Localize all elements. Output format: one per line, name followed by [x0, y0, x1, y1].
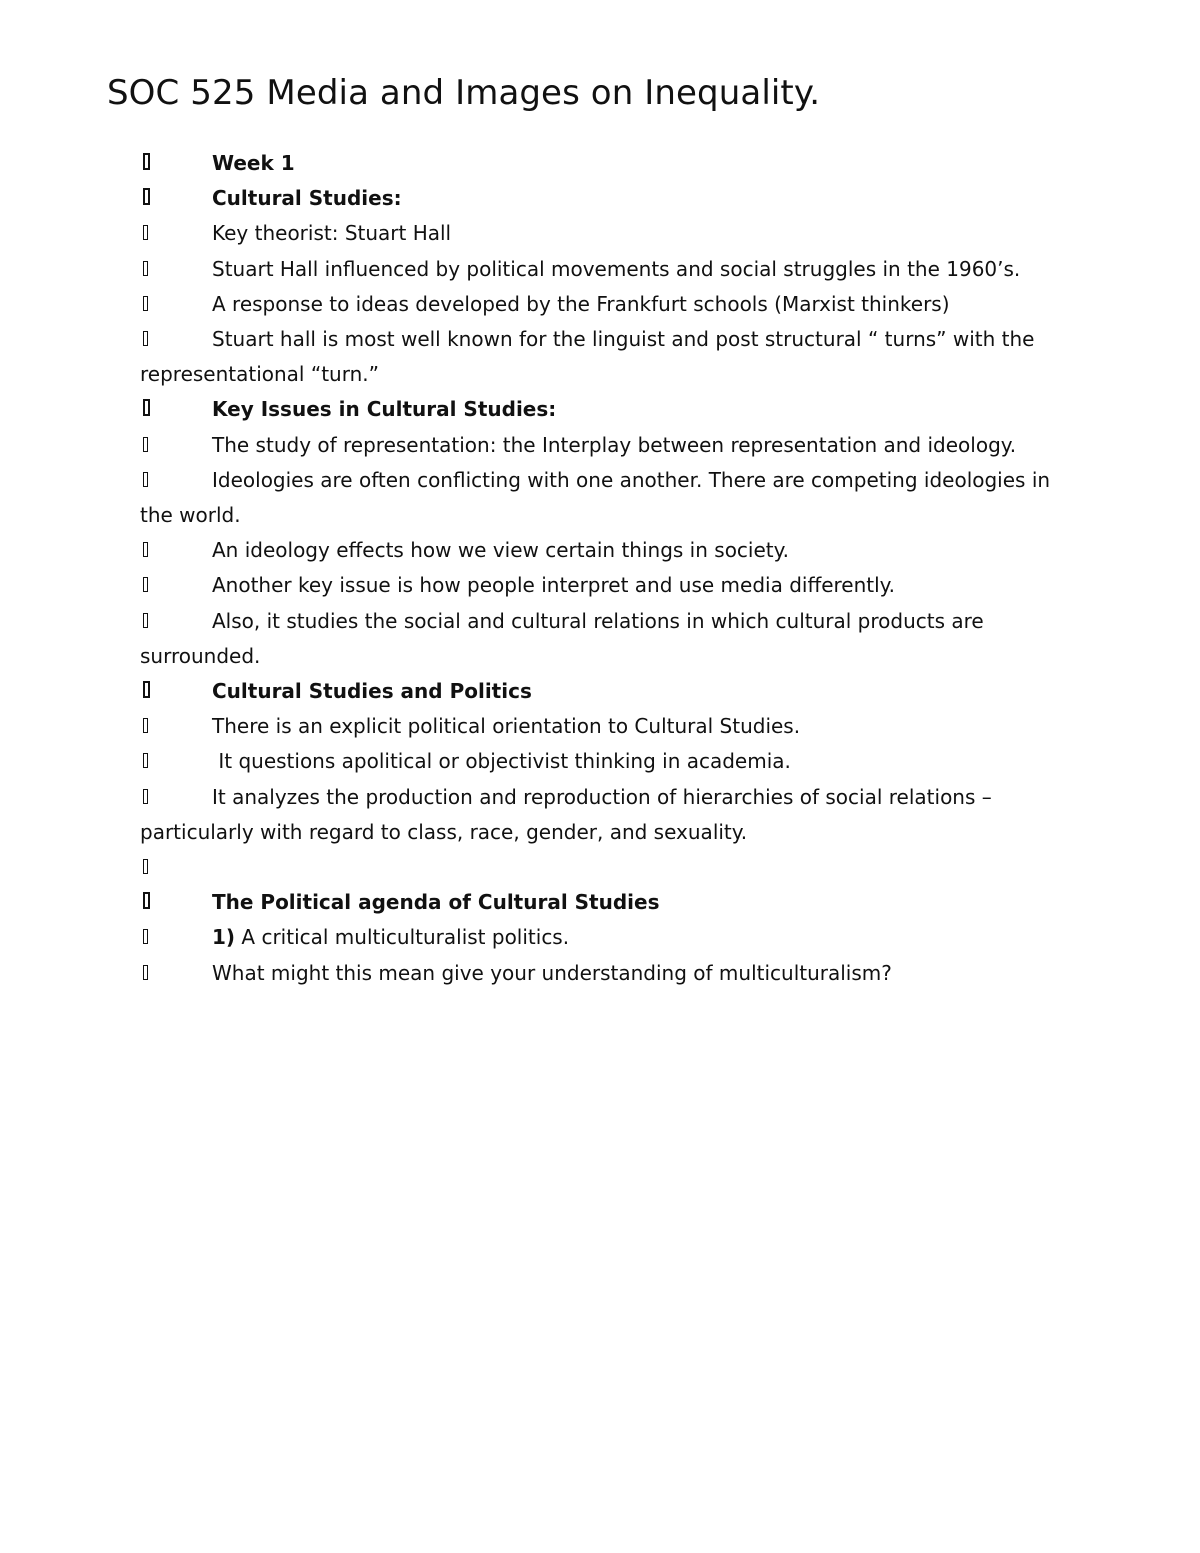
- list-item: [140, 322, 1070, 392]
- bullet-icon: [140, 322, 212, 357]
- bullet-icon: [140, 181, 212, 216]
- list-item-text: Stuart hall is most well known for the linguist and post structural “ turns” with the representational “turn.”: [140, 327, 1035, 387]
- list-item-text: Key Issues in Cultural Studies:: [212, 397, 557, 422]
- list-item: [140, 780, 1070, 850]
- list-item-number: 1): [212, 925, 236, 950]
- list-item-text: A critical multiculturalist politics.: [241, 925, 570, 950]
- bullet-icon: [140, 780, 212, 815]
- list-item: [140, 392, 1070, 427]
- list-item: [140, 216, 1070, 251]
- list-item-text: It analyzes the production and reproduction of hierarchies of social relations – particularly with regard to class, race, gender, and sexuality.: [140, 784, 992, 844]
- list-item: [140, 920, 1070, 955]
- list-item: [140, 604, 1070, 674]
- list-item: [140, 956, 1070, 991]
- bullet-icon: [140, 287, 212, 322]
- list-item: [140, 744, 1070, 779]
- list-item: [140, 252, 1070, 287]
- list-item-text: A response to ideas developed by the Frankfurt schools (Marxist thinkers): [212, 291, 950, 316]
- bullet-icon: [140, 850, 212, 885]
- list-item: [140, 428, 1070, 463]
- bullet-icon: [140, 428, 212, 463]
- bullet-icon: [140, 885, 212, 920]
- bullet-icon: [140, 568, 212, 603]
- list-item-text: Cultural Studies:: [212, 186, 402, 211]
- list-item: [140, 568, 1070, 603]
- list-item-text: Week 1: [212, 151, 295, 175]
- bullet-icon: [140, 252, 212, 287]
- list-item-text: Ideologies are often conflicting with one another. There are competing ideologies in the world.: [140, 467, 1051, 528]
- bullet-icon: [140, 463, 212, 498]
- list-item-text: There is an explicit political orientation to Cultural Studies.: [212, 714, 801, 739]
- list-item-text: Another key issue is how people interpret and use media differently.: [212, 573, 896, 598]
- document-title: SOC 525 Media and Images on Inequality.: [107, 73, 821, 113]
- list-item: [140, 674, 1070, 709]
- list-item-text: Also, it studies the social and cultural relations in which cultural products are surrounded.: [140, 608, 984, 668]
- list-item-text: It questions apolitical or objectivist thinking in academia.: [212, 749, 791, 774]
- list-item: [140, 885, 1070, 920]
- bullet-icon: [140, 392, 212, 427]
- bullet-icon: [140, 920, 212, 955]
- list-item-text: An ideology effects how we view certain things in society.: [212, 538, 789, 563]
- list-item: [140, 287, 1070, 322]
- list-item-text: Stuart Hall influenced by political movements and social struggles in the 1960’s.: [212, 256, 1021, 281]
- list-item-text: Cultural Studies and Politics: [212, 679, 532, 704]
- bullet-icon: [140, 604, 212, 639]
- bullet-icon: [140, 216, 212, 251]
- list-item: [140, 146, 1070, 181]
- list-item-text: The Political agenda of Cultural Studies: [212, 890, 660, 915]
- list-item-text: What might this mean give your understanding of multiculturalism?: [212, 960, 892, 985]
- bullet-icon: [140, 744, 212, 779]
- bullet-icon: [140, 709, 212, 744]
- list-item: [140, 533, 1070, 568]
- list-item: [140, 181, 1070, 216]
- bullet-icon: [140, 956, 212, 991]
- list-item-text: The study of representation: the Interplay between representation and ideology.: [212, 432, 1017, 457]
- bullet-icon: [140, 146, 212, 181]
- bullet-list: [140, 146, 1070, 991]
- list-item-empty: [140, 850, 1070, 885]
- list-item-text: Key theorist: Stuart Hall: [212, 221, 452, 246]
- bullet-icon: [140, 533, 212, 568]
- list-item: [140, 709, 1070, 744]
- list-item: [140, 463, 1070, 533]
- bullet-icon: [140, 674, 212, 709]
